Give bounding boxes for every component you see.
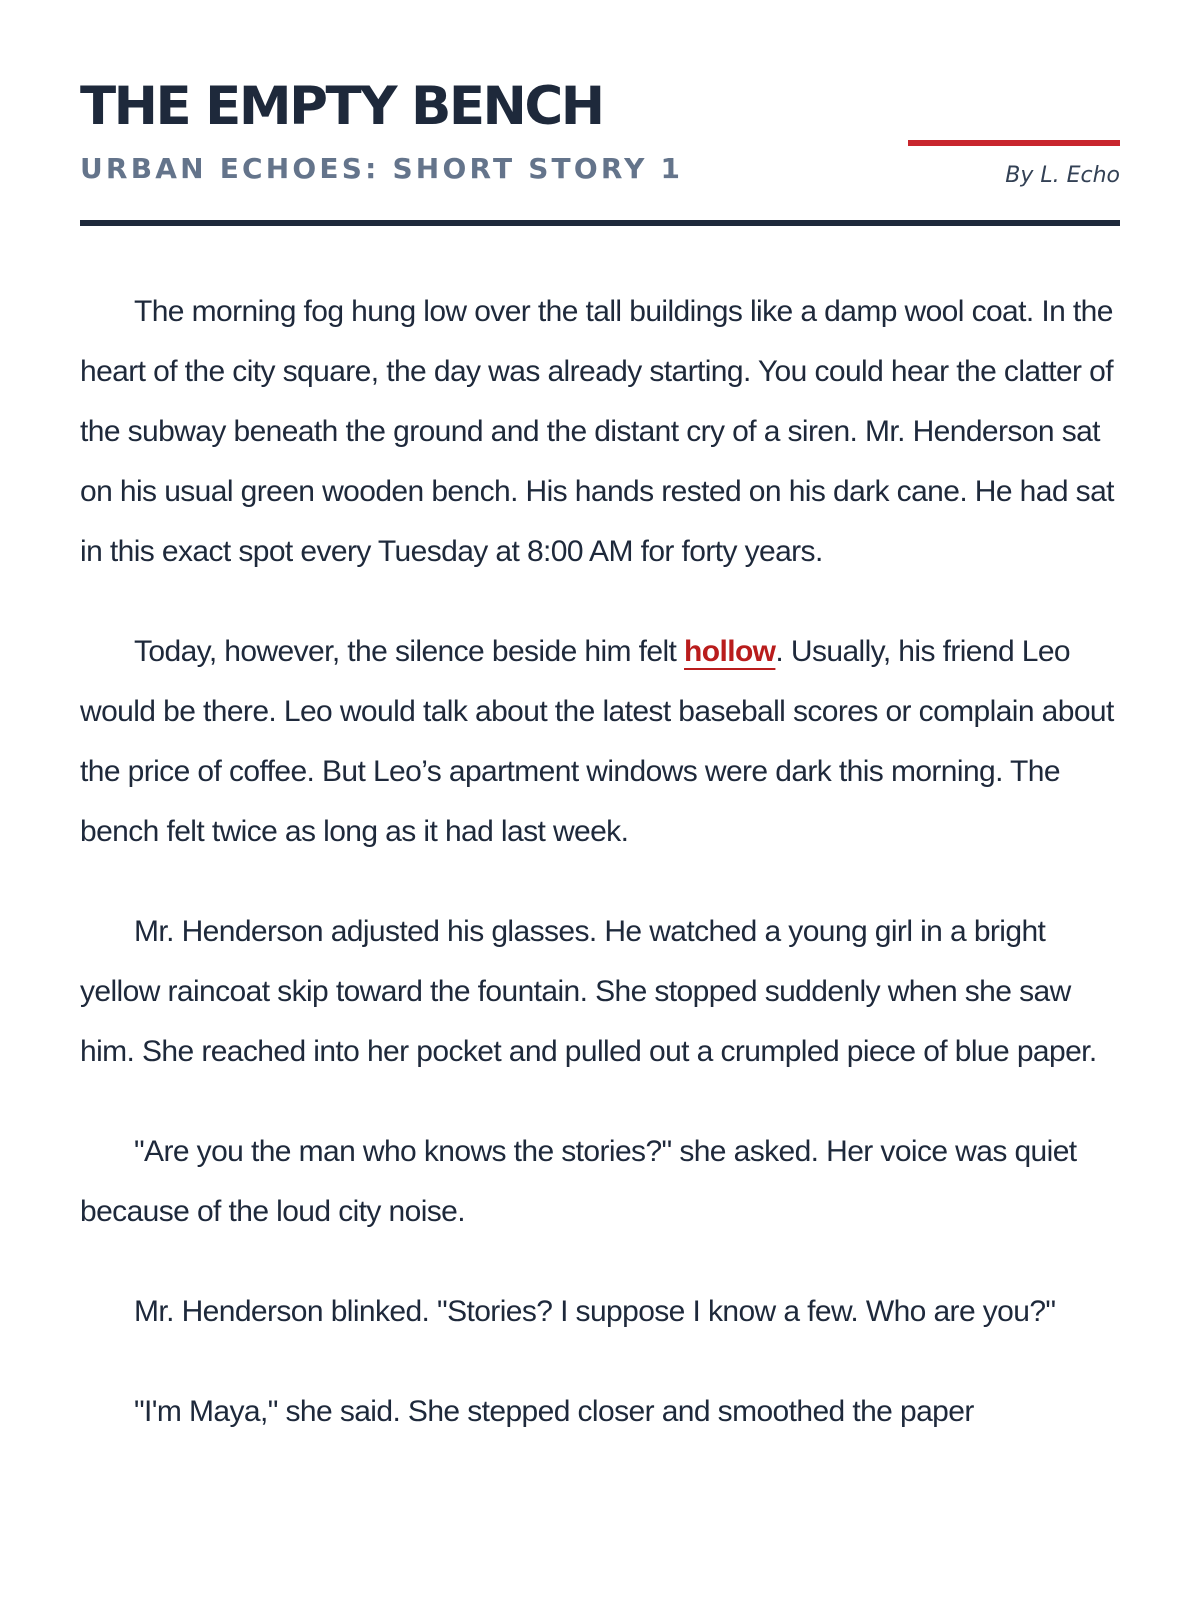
paragraph-5: Mr. Henderson blinked. "Stories? I suppose I know a few. Who are you?" <box>134 1295 1056 1328</box>
header-divider <box>80 220 1120 226</box>
vocab-word-hollow[interactable]: hollow <box>684 635 776 668</box>
paragraph-2-text-start: Today, however, the silence beside him felt <box>134 635 685 668</box>
paragraph-2-text-end: . Usually, his friend Leo would be there. Leo would talk about the latest baseball scores or complain about the price of coffee. But Leo’s apartment windows were dark this morning. The bench felt twice as long as it had last week. <box>80 635 1114 848</box>
story-header <box>80 0 1120 228</box>
paragraph-3: Mr. Henderson adjusted his glasses. He watched a young girl in a bright yellow raincoat skip toward the fountain. She stopped suddenly when she saw him. She reached into her pocket and pulled out a crumpled piece of blue paper. <box>80 915 1097 1068</box>
paragraph-4: "Are you the man who knows the stories?" she asked. Her voice was quiet because of the loud city noise. <box>80 1135 1077 1228</box>
series-subtitle: URBAN ECHOES: SHORT STORY 1 <box>80 152 684 185</box>
story-title: THE EMPTY BENCH <box>80 76 603 137</box>
author-byline: By L. Echo <box>1005 163 1120 188</box>
story-page <box>80 0 1120 1600</box>
paragraph-1: The morning fog hung low over the tall buildings like a damp wool coat. In the heart of the city square, the day was already starting. You could hear the clatter of the subway beneath the ground and the distant cry of a siren. Mr. Henderson sat on his usual green wooden bench. His hands rested on his dark cane. He had sat in this exact spot every Tuesday at 8:00 AM for forty years. <box>80 295 1114 568</box>
story-body <box>80 282 1120 1482</box>
paragraph-6: "I'm Maya," she said. She stepped closer and smoothed the paper <box>134 1395 974 1428</box>
accent-bar <box>908 140 1120 146</box>
paragraph-2 <box>80 622 1120 862</box>
